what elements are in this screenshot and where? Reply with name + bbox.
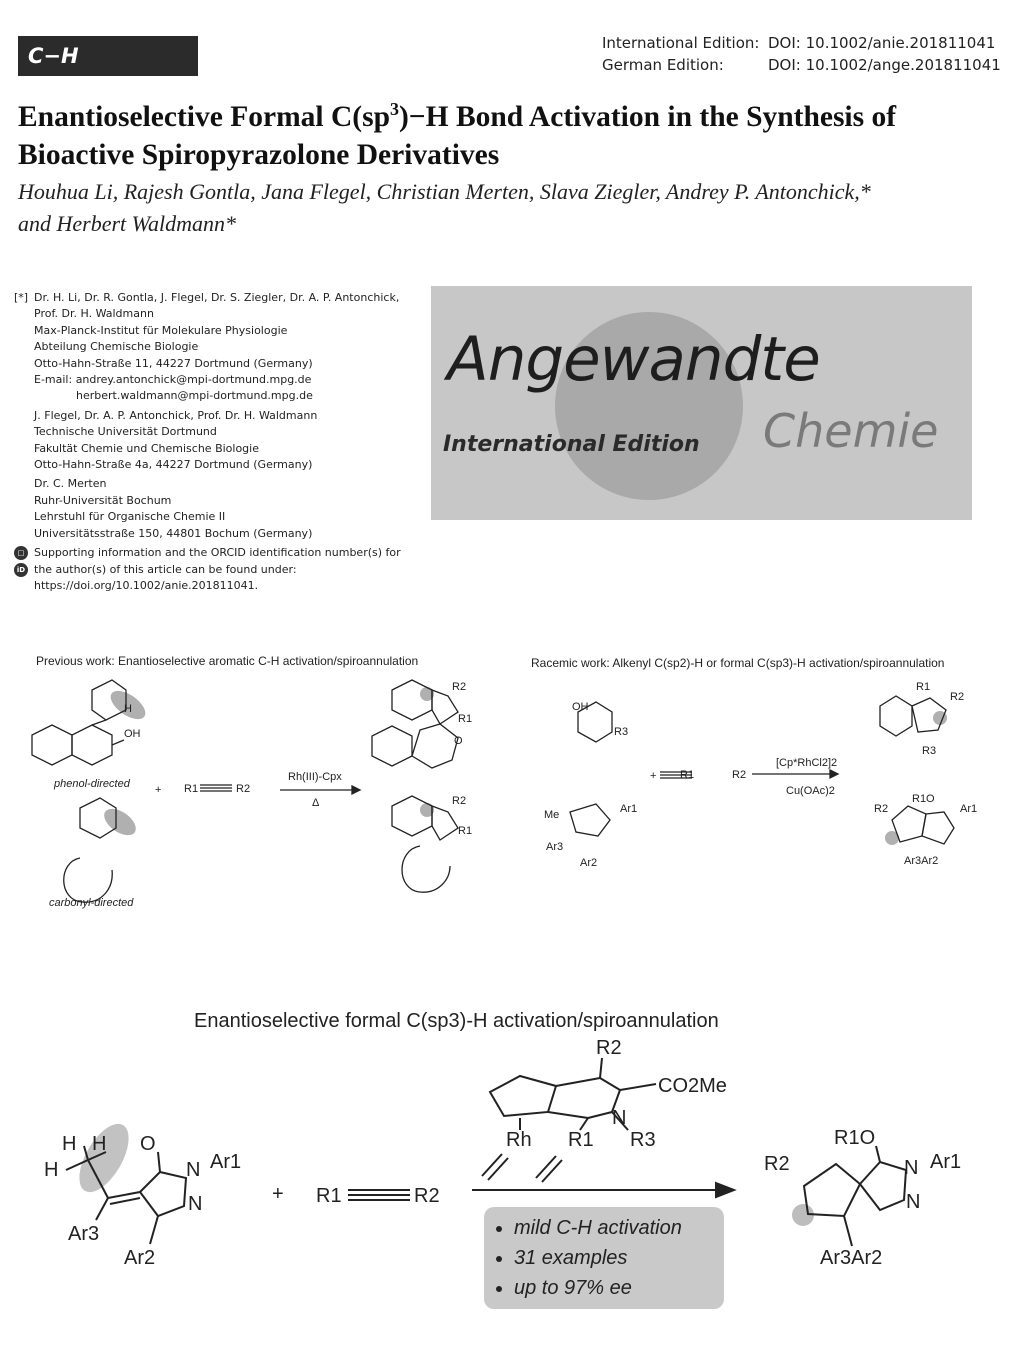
scheme-labels: [49, 681, 977, 909]
atom-label: R3: [630, 1129, 656, 1151]
atom-label: OH: [572, 701, 589, 713]
atom-label: H: [124, 703, 132, 715]
atom-label: O: [454, 735, 463, 747]
affiliation-email[interactable]: E-mail: andrey.antonchick@mpi-dortmund.mpg.de: [34, 373, 312, 387]
atom-label: R2: [452, 795, 467, 807]
title-text: Enantioselective Formal C(sp: [18, 100, 390, 133]
atom-label: H: [44, 1159, 59, 1181]
logo-title: Angewandte: [447, 324, 820, 395]
atom-label: H: [62, 1133, 77, 1155]
atom-label: Ar1: [210, 1151, 242, 1173]
edition-row-german: [602, 54, 1001, 76]
affiliation-line: Dr. C. Merten: [34, 477, 107, 491]
alkyne-r2-label: R2: [236, 783, 251, 795]
atom-label: R1: [568, 1129, 594, 1151]
section-tag: C−H Activation: [18, 36, 198, 76]
atom-label: O: [140, 1133, 156, 1155]
alkyne-r1-label: R1: [316, 1185, 342, 1207]
atom-label: Ar1: [930, 1151, 962, 1173]
title-text: )−H Bond Activation in the Synthesis of Bioactive Spiropyrazolone Derivatives: [18, 100, 897, 171]
logo-subtitle: Chemie: [763, 404, 939, 458]
atom-label: R2: [596, 1037, 622, 1059]
reaction-scheme-previous-work: [0, 640, 1019, 930]
atom-label: Me: [544, 809, 560, 821]
edition-label: German Edition:: [602, 56, 724, 74]
affiliation-block-2: [14, 408, 414, 474]
article-title: [18, 90, 1008, 174]
plus-sign: +: [155, 784, 162, 796]
atom-label: H: [92, 1133, 107, 1155]
highlight-item: • 31 examples: [514, 1243, 724, 1273]
si-line: the author(s) of this article can be found under:: [34, 562, 297, 576]
alkyne-r2-label: R2: [732, 769, 747, 781]
supporting-info-icon: □: [14, 546, 28, 560]
atom-label: N: [612, 1107, 627, 1129]
supporting-info-note: [14, 545, 414, 594]
atom-label: R1: [458, 713, 473, 725]
authors-line: Houhua Li, Rajesh Gontla, Jana Flegel, Christian Merten, Slava Ziegler, Andrey P. Antonchick,*: [18, 179, 871, 204]
highlight-item: • up to 97% ee: [514, 1273, 724, 1303]
authors-line: and Herbert Waldmann*: [18, 211, 236, 236]
author-list: [18, 176, 1008, 240]
atom-label: R1O: [834, 1127, 876, 1149]
phenol-directed-label: phenol-directed: [54, 778, 130, 790]
oxidant-label: Cu(OAc)2: [786, 785, 835, 797]
affiliation-line: Dr. H. Li, Dr. R. Gontla, J. Flegel, Dr. S. Ziegler, Dr. A. P. Antonchick,: [34, 291, 400, 304]
atom-label: N: [906, 1191, 921, 1213]
affiliation-block-1: [14, 290, 414, 405]
alkyne-r1-label: R1: [184, 783, 199, 795]
affiliation-line: Otto-Hahn-Straße 11, 44227 Dortmund (Germany): [34, 356, 313, 370]
atom-label: Ar3Ar2: [904, 855, 939, 867]
si-line: Supporting information and the ORCID identification number(s) for: [34, 546, 401, 560]
plus-sign: +: [650, 770, 657, 782]
atom-label: Ar2: [580, 857, 598, 869]
orcid-icon: iD: [14, 563, 28, 577]
edition-doi[interactable]: DOI: 10.1002/anie.201811041: [768, 34, 996, 52]
atom-label: R2: [764, 1153, 790, 1175]
si-link[interactable]: https://doi.org/10.1002/anie.201811041.: [34, 578, 259, 592]
affiliation-block-3: [14, 476, 414, 542]
atom-label: Ar3: [546, 841, 564, 853]
atom-label: R1: [458, 825, 473, 837]
ester-label: CO2Me: [658, 1075, 727, 1097]
affiliations: [14, 290, 414, 594]
affiliation-line: Max-Planck-Institut für Molekulare Physiologie: [34, 323, 288, 337]
scheme-caption-racemic: Racemic work: Alkenyl C(sp2)-H or formal C(sp3)-H activation/spiroannulation: [531, 656, 945, 670]
heat-label: Δ: [312, 797, 320, 809]
affiliation-line: Universitätsstraße 150, 44801 Bochum (Germany): [34, 526, 313, 540]
catalyst-label: [Cp*RhCl2]2: [776, 757, 838, 769]
atom-label: R3: [922, 745, 937, 757]
edition-label: International Edition:: [602, 34, 760, 52]
affiliation-line: J. Flegel, Dr. A. P. Antonchick, Prof. Dr. H. Waldmann: [34, 408, 318, 422]
atom-label: Ar3: [68, 1223, 100, 1245]
journal-logo: [431, 286, 972, 520]
rhodium-label: Rh: [506, 1129, 532, 1151]
affiliation-line: Fakultät Chemie und Chemische Biologie: [34, 441, 259, 455]
highlights-box: [484, 1207, 724, 1309]
atom-label: R2: [874, 803, 889, 815]
atom-label: R3: [614, 726, 629, 738]
affiliation-marker: [*]: [14, 291, 29, 304]
edition-row-international: [602, 32, 1001, 54]
title-superscript: 3: [389, 99, 399, 119]
plus-sign: +: [272, 1183, 284, 1205]
atom-label: Ar3Ar2: [820, 1247, 883, 1269]
affiliation-line: Technische Universität Dortmund: [34, 425, 217, 439]
atom-label: N: [186, 1159, 201, 1181]
highlight-item: • mild C-H activation: [514, 1213, 724, 1243]
logo-edition: International Edition: [443, 432, 700, 457]
atom-label: Ar2: [124, 1247, 156, 1269]
atom-label: R1O: [912, 793, 935, 805]
atom-label: R2: [452, 681, 467, 693]
atom-label: OH: [124, 728, 141, 740]
scheme-caption-previous: Previous work: Enantioselective aromatic C-H activation/spiroannulation: [36, 654, 419, 668]
alkyne-r2-label: R2: [414, 1185, 440, 1207]
affiliation-line: Prof. Dr. H. Waldmann: [34, 307, 154, 321]
atom-label: Ar1: [960, 803, 978, 815]
atom-label: Ar1: [620, 803, 638, 815]
atom-label: N: [188, 1193, 203, 1215]
atom-label: R2: [950, 691, 965, 703]
edition-dois: [602, 32, 1001, 76]
affiliation-line: Ruhr-Universität Bochum: [34, 493, 172, 507]
catalyst-label: Rh(III)-Cpx: [288, 771, 342, 783]
carbonyl-directed-label: carbonyl-directed: [49, 897, 134, 909]
affiliation-email[interactable]: herbert.waldmann@mpi-dortmund.mpg.de: [76, 389, 313, 403]
affiliation-line: Lehrstuhl für Organische Chemie II: [34, 510, 226, 524]
atom-label: N: [904, 1157, 919, 1179]
affiliation-line: Abteilung Chemische Biologie: [34, 340, 199, 354]
highlights-list: [484, 1213, 724, 1303]
affiliation-line: Otto-Hahn-Straße 4a, 44227 Dortmund (Germany): [34, 458, 313, 472]
alkyne-r1-label: R1: [680, 769, 695, 781]
edition-doi[interactable]: DOI: 10.1002/ange.201811041: [768, 56, 1001, 74]
scheme-title-enantioselective: Enantioselective formal C(sp3)-H activation/spiroannulation: [194, 1010, 719, 1032]
atom-label: R1: [916, 681, 931, 693]
